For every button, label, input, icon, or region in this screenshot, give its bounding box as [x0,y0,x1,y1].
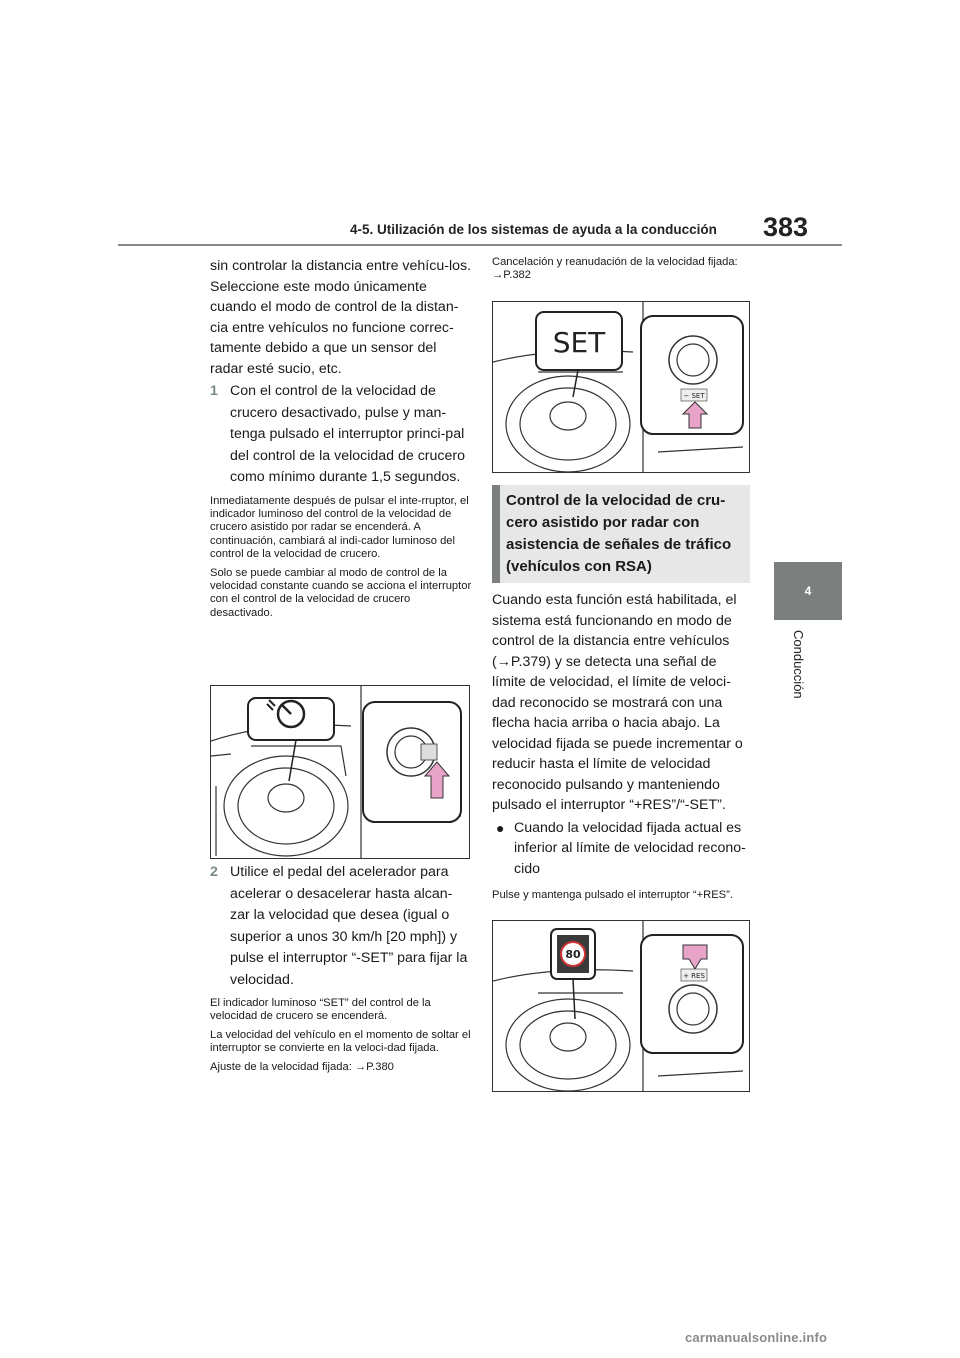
speed-sign-value: 80 [565,948,581,961]
chapter-tab: 4 [774,562,842,620]
set-switch-label: − SET [683,392,705,400]
zoom-panel [641,935,743,1053]
note-paragraph: El indicador luminoso “SET” del control de la velocidad de crucero se encenderá. [210,997,431,1023]
step-2 [210,862,472,991]
callout-box [536,312,622,397]
section-title: 4-5. Utilización de los sistemas de ayuda a la conducción [350,222,717,237]
note-paragraph: Solo se puede cambiar al modo de control de la velocidad constante cuando se acciona el interruptor con el control de la velocidad de crucero desactivado. [210,566,472,619]
footer-watermark: carmanualsonline.info [685,1330,828,1345]
left-column [210,256,472,620]
right-column-lower [492,590,750,905]
note-paragraph: Inmediatamente después de pulsar el inte-rruptor, el indicador luminoso del control de la velocidad de crucero asistido por radar se encenderá. A continuación, cambiará al indi-cador luminoso del control de la velocidad de crucero. [210,494,469,561]
right-column [492,256,750,283]
bullet-icon: ● [496,819,505,836]
bullet-item [492,818,750,880]
step-text: Utilice el pedal del acelerador para acelerar o desacelerar hasta alcan-zar la velocidad que desea (igual o superior a unos 30 km/h [20 mph]) y pulse el interruptor “-SET” para fijar la velocidad. [230,864,468,988]
figure-set-switch [492,301,750,473]
step-1 [210,381,472,489]
intro-paragraph: sin controlar la distancia entre vehícu-los. Seleccione este modo únicamente cuando el modo de control de la distan-cia entre vehículos no funcione correc-tamente debido a que un sensor del radar esté sucio, etc. [210,258,472,377]
set-label: SET [552,326,606,359]
zoom-panel [641,316,743,434]
figure-main-switch [210,685,470,859]
callout-box [551,929,595,1019]
cross-reference: Ajuste de la velocidad fijada: →P.380 [210,1060,394,1073]
heading-accent-bar [492,485,500,583]
chapter-label: Conducción [791,630,806,699]
header-rule [118,244,842,246]
left-column-lower [210,862,472,1074]
zoom-panel [363,702,461,822]
step-number: 2 [210,864,218,880]
bullet-text: Cuando la velocidad fijada actual es inferior al límite de velocidad recono-cido [514,819,746,877]
res-switch-label: + RES [683,972,705,980]
note-paragraph: Pulse y mantenga pulsado el interruptor “+RES”. [492,889,733,901]
cross-reference: Cancelación y reanudación de la velocidad fijada: →P.382 [492,256,738,282]
note-paragraph: La velocidad del vehículo en el momento de soltar el interruptor se convierte en la veloci-dad fijada. [210,1028,471,1055]
rsa-paragraph: Cuando esta función está habilitada, el sistema está funcionando en modo de control de la distancia entre vehículos (→P.379) y se detecta una señal de límite de velocidad, el límite de veloci-dad reconocido se mostrará con una flecha hacia arriba o hacia abajo. La velocidad fijada se puede incrementar o reducir hasta el límite de velocidad reconocido pulsando y manteniendo pulsado el interruptor “+RES”/“-SET”. [492,592,743,813]
step-text: Con el control de la velocidad de crucero desactivado, pulse y man-tenga pulsado el interruptor princi-pal del control de la velocidad de crucero como mínimo durante 1,5 segundos. [230,383,466,485]
step-number: 1 [210,383,218,399]
heading-text: Control de la velocidad de cru-cero asistido por radar con asistencia de señales de tráfico (vehículos con RSA) [506,492,732,575]
figure-res-switch [492,920,750,1092]
section-heading [492,485,750,583]
callout-box [248,698,334,781]
page-number: 383 [763,212,809,242]
